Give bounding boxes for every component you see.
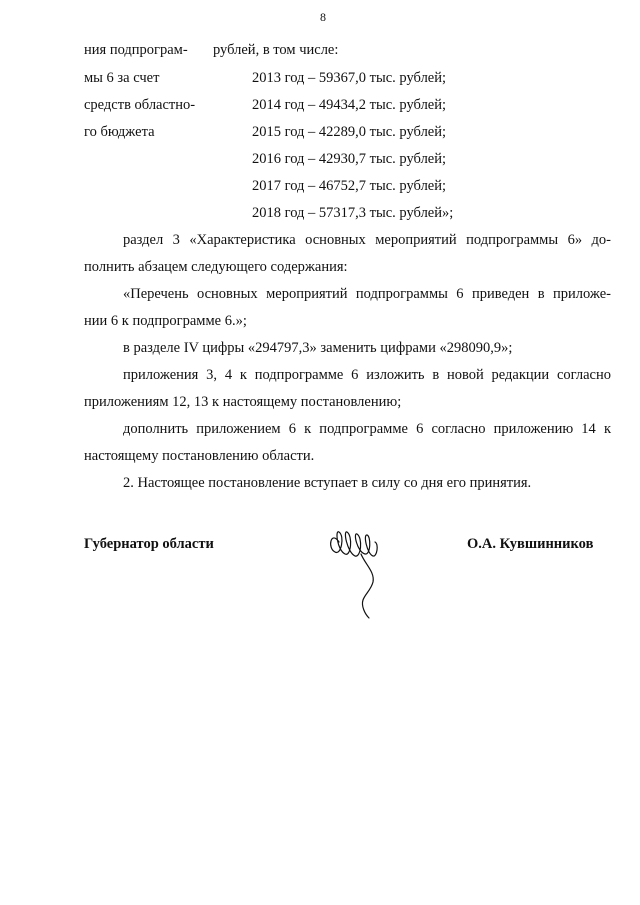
paragraph-line: нии 6 к подпрограмме 6.»; [84,313,247,329]
funding-intro: рублей, в том числе: [213,42,339,58]
funding-year-line: 2016 год – 42930,7 тыс. рублей; [252,151,447,167]
paragraph-line: «Перечень основных мероприятий подпрограммы 6 приведен в приложе- [123,286,611,302]
funding-year-line: 2015 год – 42289,0 тыс. рублей; [252,124,447,140]
position-title: Губернатор области [84,536,214,552]
paragraph-line: приложениям 12, 13 к настоящему постановлению; [84,394,402,410]
funding-label-line: средств областно- [84,97,196,113]
signatory-name: О.А. Кувшинников [467,536,594,552]
funding-label-line: мы 6 за счет [84,70,160,86]
paragraph-line: полнить абзацем следующего содержания: [84,259,348,275]
paragraph-line: раздел 3 «Характеристика основных мероприятий подпрограммы 6» до- [123,232,611,248]
paragraph-line: настоящему постановлению области. [84,448,315,464]
funding-year-line: 2013 год – 59367,0 тыс. рублей; [252,70,447,86]
funding-year-line: 2014 год – 49434,2 тыс. рублей; [252,97,447,113]
handwritten-signature [325,520,395,620]
page-number: 8 [320,10,326,24]
funding-year-line: 2018 год – 57317,3 тыс. рублей»; [252,205,454,221]
paragraph-line: в разделе IV цифры «294797,3» заменить цифрами «298090,9»; [123,340,513,356]
paragraph-line: приложения 3, 4 к подпрограмме 6 изложить в новой редакции согласно [123,367,611,383]
paragraph-line: дополнить приложением 6 к подпрограмме 6 согласно приложению 14 к [123,421,611,437]
paragraph-line: 2. Настоящее постановление вступает в силу со дня его принятия. [123,475,532,491]
funding-year-line: 2017 год – 46752,7 тыс. рублей; [252,178,447,194]
funding-label-line: ния подпрограм- [84,42,188,58]
funding-label-line: го бюджета [84,124,155,140]
